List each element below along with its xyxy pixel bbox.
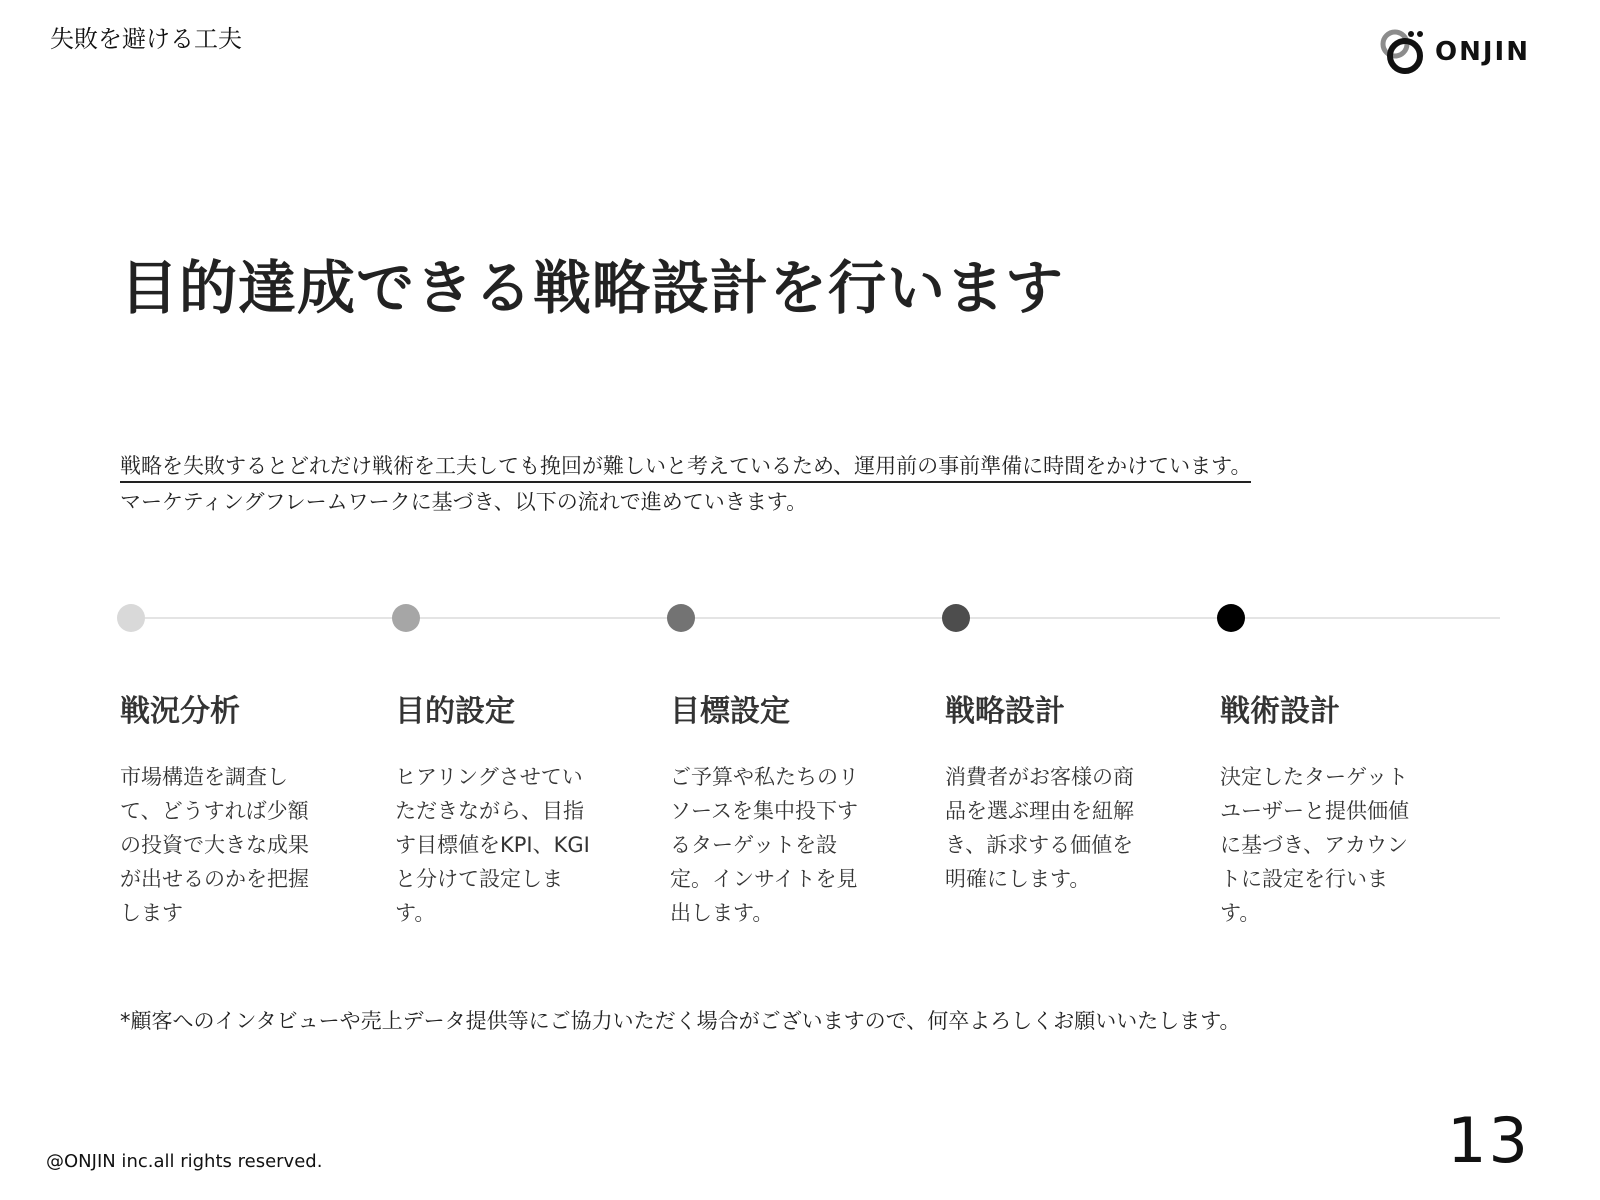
timeline-dot-5 bbox=[1217, 604, 1245, 632]
page-headline: 目的達成できる戦略設計を行います bbox=[120, 254, 1065, 322]
timeline-dot-4 bbox=[942, 604, 970, 632]
onjin-logo-mark-icon bbox=[1377, 26, 1429, 78]
step-tactics-design bbox=[1220, 690, 1440, 930]
step-description: ご予算や私たちのリソースを集中投下するターゲットを設定。インサイトを見出します。 bbox=[670, 765, 859, 925]
step-description: 決定したターゲットユーザーと提供価値に基づき、アカウントに設定を行います。 bbox=[1220, 765, 1409, 925]
step-title: 戦術設計 bbox=[1220, 694, 1340, 729]
intro-line-framework: マーケティングフレームワークに基づき、以下の流れで進めていきます。 bbox=[120, 490, 808, 514]
step-description: 消費者がお客様の商品を選ぶ理由を紐解き、訴求する価値を明確にします。 bbox=[945, 765, 1134, 891]
logo-wordmark: ONJIN bbox=[1435, 37, 1530, 67]
section-title: 失敗を避ける工夫 bbox=[50, 25, 242, 53]
timeline-dot-1 bbox=[117, 604, 145, 632]
intro-line-emphasis: 戦略を失敗するとどれだけ戦術を工夫しても挽回が難しいと考えているため、運用前の事前準備に時間をかけています。 bbox=[120, 451, 1251, 483]
step-title: 戦略設計 bbox=[945, 694, 1065, 729]
process-timeline bbox=[120, 600, 1500, 640]
intro-paragraph bbox=[120, 448, 1480, 520]
footnote: *顧客へのインタビューや売上データ提供等にご協力いただく場合がございますので、何卒よろしくお願いいたします。 bbox=[120, 1009, 1241, 1033]
step-description: 市場構造を調査して、どうすれば少額の投資で大きな成果が出せるのかを把握します bbox=[120, 765, 309, 925]
page-number: 13 bbox=[1447, 1104, 1530, 1177]
step-title: 目標設定 bbox=[670, 694, 790, 729]
timeline-dot-3 bbox=[667, 604, 695, 632]
step-purpose-setting bbox=[395, 690, 615, 930]
process-steps bbox=[120, 690, 1520, 940]
step-title: 戦況分析 bbox=[120, 694, 240, 729]
copyright-text: @ONJIN inc.all rights reserved. bbox=[46, 1151, 323, 1172]
step-strategy-design bbox=[945, 690, 1165, 896]
step-description: ヒアリングさせていただきながら、目指す目標値をKPI、KGIと分けて設定します。 bbox=[395, 765, 590, 925]
timeline-line bbox=[134, 617, 1500, 619]
timeline-dot-2 bbox=[392, 604, 420, 632]
step-goal-setting bbox=[670, 690, 890, 930]
step-title: 目的設定 bbox=[395, 694, 515, 729]
step-situation-analysis bbox=[120, 690, 340, 930]
onjin-logo bbox=[1377, 24, 1530, 80]
